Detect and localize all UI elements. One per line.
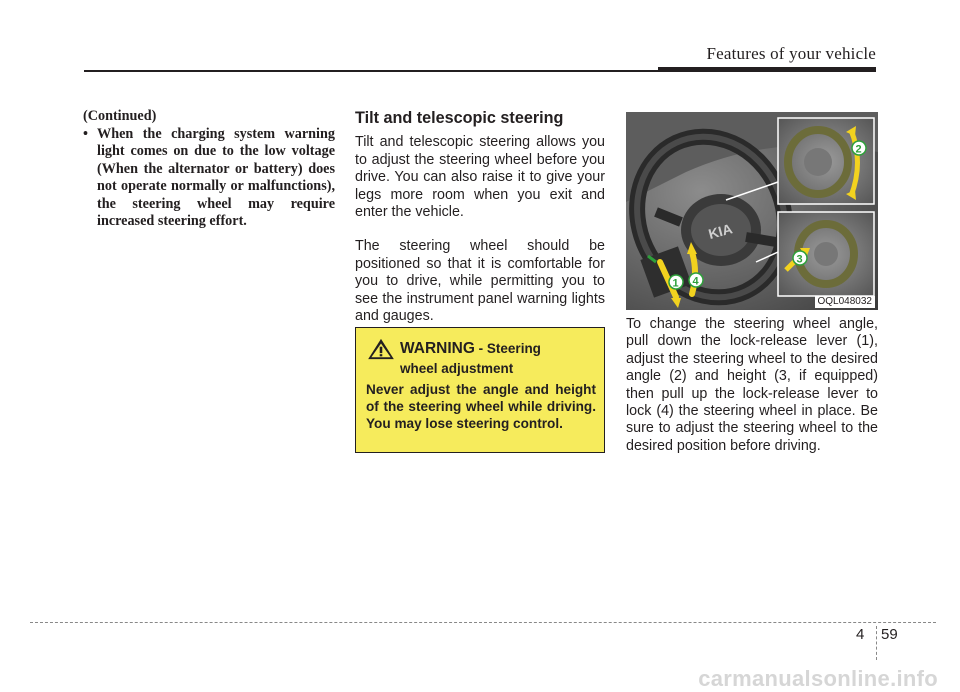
- svg-text:KIA: KIA: [706, 220, 735, 243]
- callout-1: 1: [672, 277, 679, 290]
- bullet-item: [83, 126, 335, 231]
- section-title: Tilt and telescopic steering: [355, 109, 564, 127]
- callout-4: 4: [692, 275, 699, 288]
- warning-box: [355, 327, 605, 453]
- paragraph-2: The steering wheel should be positioned so that it is comfortable for you to drive, while permitting you to see the instrument panel warning lights and gauges.: [355, 238, 605, 325]
- warning-title: WARNING: [400, 340, 475, 357]
- column-1: [83, 108, 335, 231]
- column-2: [355, 110, 605, 342]
- warning-body: Never adjust the angle and height of the steering wheel while driving. You may lose steering control.: [366, 382, 596, 431]
- warning-title-line: [400, 340, 541, 358]
- warning-triangle-icon: [366, 338, 396, 360]
- chapter-number: 4: [856, 626, 865, 643]
- callout-3: 3: [796, 253, 803, 266]
- footer-rule: [30, 622, 936, 623]
- watermark: carmanualsonline.info: [698, 666, 938, 691]
- bullet-text: When the charging system warning light comes on due to the low voltage (When the alternator or battery) does not operate normally or malfunctions), the steering wheel may require increased steering effort.: [97, 125, 335, 229]
- steering-figure: [626, 112, 878, 310]
- column-3-text: To change the steering wheel angle, pull down the lock-release lever (1), adjust the steering wheel to the desired angle (2) and height (3, if equipped) then pull up the lock-release lever to lock (4) the steering wheel in place. Be sure to adjust the steering wheel to the desired position before driving.: [626, 316, 878, 454]
- footer-divider: [876, 626, 877, 660]
- callout-2: 2: [855, 143, 862, 156]
- page-number: 59: [881, 626, 898, 643]
- continued-label: (Continued): [83, 108, 157, 124]
- steering-wheel-illustration: [626, 112, 878, 310]
- warning-subtitle-a: - Steering: [474, 341, 541, 356]
- header-rule-accent: [658, 67, 876, 72]
- figure-code: OQL048032: [815, 296, 876, 308]
- warning-heading: [366, 340, 596, 360]
- bullet-dot: •: [83, 125, 88, 142]
- paragraph-1: Tilt and telescopic steering allows you to adjust the steering wheel before you drive. You can also raise it to give your legs more room when you exit and enter the vehicle.: [355, 134, 605, 221]
- warning-subtitle-b: wheel adjustment: [400, 361, 514, 376]
- header-title: Features of your vehicle: [706, 44, 876, 63]
